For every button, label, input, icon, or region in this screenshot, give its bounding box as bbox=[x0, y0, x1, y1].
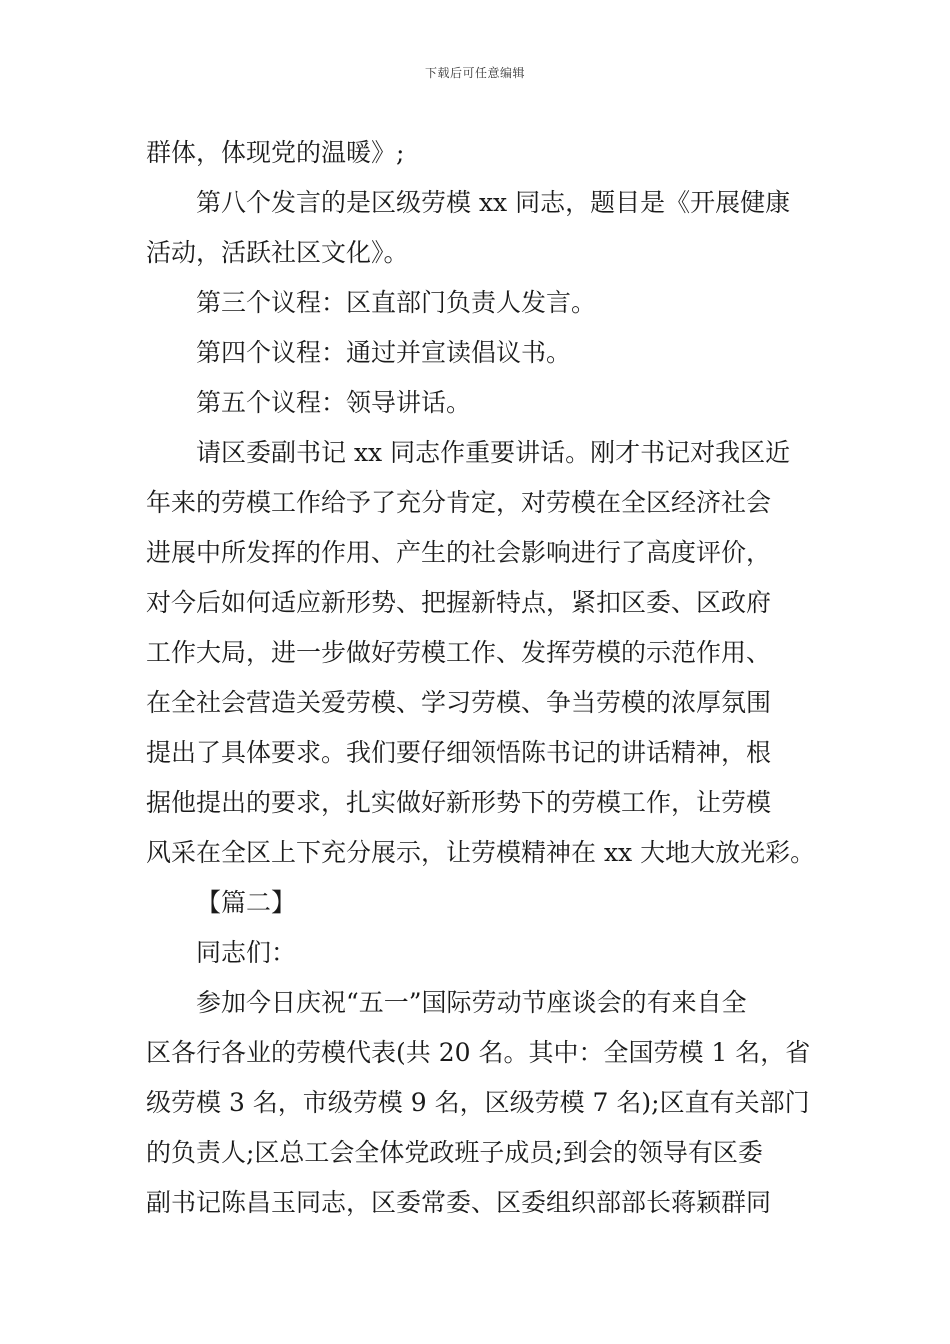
text-line-10: 对今后如何适应新形势、把握新特点，紧扣区委、区政府 bbox=[146, 588, 772, 617]
text-line-8: 年来的劳模工作给予了充分肯定，对劳模在全区经济社会 bbox=[146, 488, 772, 517]
text-line-14: 据他提出的要求，扎实做好新形势下的劳模工作，让劳模 bbox=[146, 788, 772, 817]
salutation: 同志们： bbox=[196, 938, 297, 967]
text-line-13: 提出了具体要求。我们要仔细领悟陈书记的讲话精神，根 bbox=[146, 738, 772, 767]
text-line-1: 群体，体现党的温暖》; bbox=[146, 138, 405, 167]
text-line-20: 级劳模 3 名，市级劳模 9 名，区级劳模 7 名);区直有关部门 bbox=[146, 1088, 810, 1117]
text-line-7: 请区委副书记 xx 同志作重要讲话。刚才书记对我区近 bbox=[196, 438, 791, 467]
text-line-11: 工作大局，进一步做好劳模工作、发挥劳模的示范作用、 bbox=[146, 638, 772, 667]
text-line-21: 的负责人;区总工会全体党政班子成员;到会的领导有区委 bbox=[146, 1138, 763, 1167]
text-line-4: 第三个议程：区直部门负责人发言。 bbox=[196, 288, 597, 317]
text-line-15: 风采在全区上下充分展示，让劳模精神在 xx 大地大放光彩。 bbox=[146, 838, 816, 867]
text-line-12: 在全社会营造关爱劳模、学习劳模、争当劳模的浓厚氛围 bbox=[146, 688, 772, 717]
text-line-19: 区各行各业的劳模代表(共 20 名。其中：全国劳模 1 名，省 bbox=[146, 1038, 811, 1067]
text-line-9: 进展中所发挥的作用、产生的社会影响进行了高度评价， bbox=[146, 538, 772, 567]
document-body bbox=[146, 128, 816, 1228]
section-heading: 【篇二】 bbox=[196, 888, 297, 917]
text-line-5: 第四个议程：通过并宣读倡议书。 bbox=[196, 338, 572, 367]
text-line-18: 参加今日庆祝“五一”国际劳动节座谈会的有来自全 bbox=[196, 988, 747, 1017]
text-line-22: 副书记陈昌玉同志，区委常委、区委组织部部长蒋颖群同 bbox=[146, 1188, 772, 1217]
text-line-6: 第五个议程：领导讲话。 bbox=[196, 388, 472, 417]
text-line-3: 活动，活跃社区文化》。 bbox=[146, 238, 409, 267]
text-line-2: 第八个发言的是区级劳模 xx 同志，题目是《开展健康 bbox=[196, 188, 791, 217]
page-header-note: 下载后可任意编辑 bbox=[424, 66, 525, 80]
